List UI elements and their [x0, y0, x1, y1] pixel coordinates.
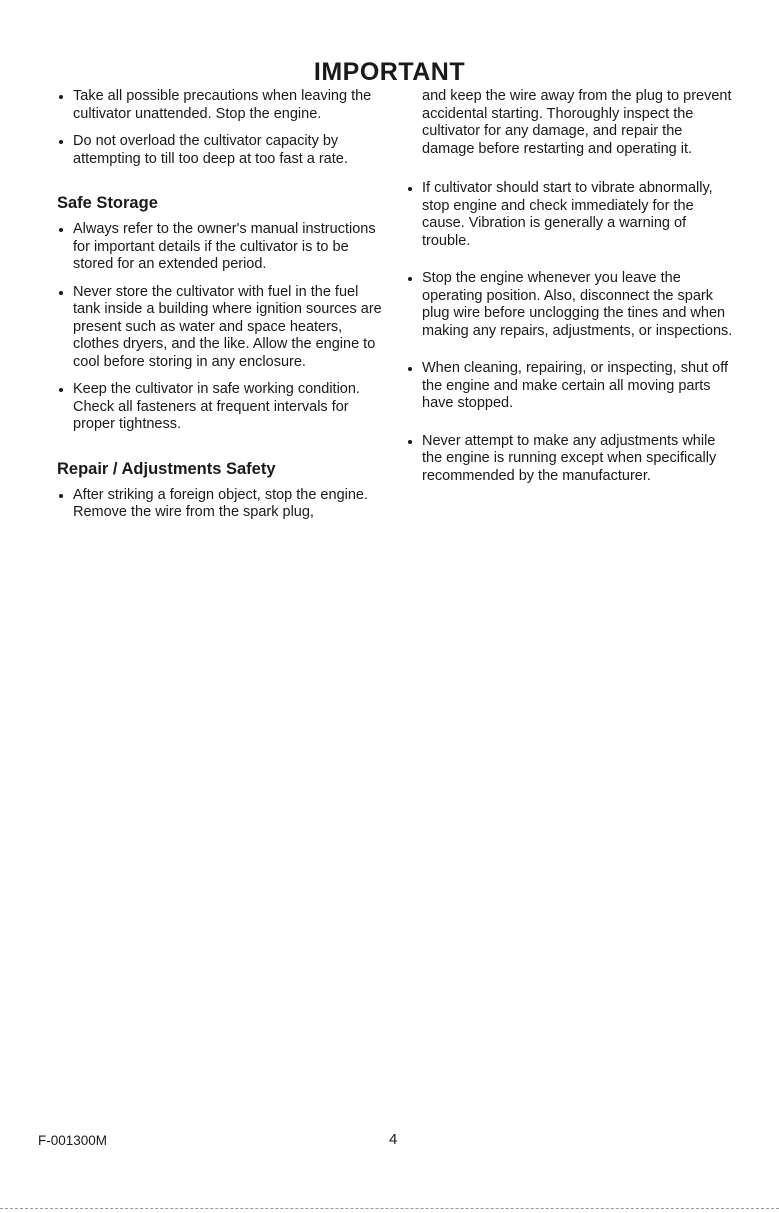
list-item: When cleaning, repairing, or inspecting, shut off the engine and make certain all moving parts have stopped.	[406, 360, 736, 413]
list-item: After striking a foreign object, stop the engine. Remove the wire from the spark plug,	[57, 487, 387, 522]
section-heading-safe-storage: Safe Storage	[57, 194, 158, 212]
intro-list	[57, 88, 387, 168]
list-item: Keep the cultivator in safe working condition. Check all fasteners at frequent intervals for proper tightness.	[57, 381, 387, 434]
list-item: Never attempt to make any adjustments while the engine is running except when specifically recommended by the manufacturer.	[406, 433, 736, 486]
list-item: If cultivator should start to vibrate abnormally, stop engine and check immediately for the cause. Vibration is generally a warning of trouble.	[406, 180, 736, 250]
section-heading-repair: Repair / Adjustments Safety	[57, 459, 276, 478]
page-number: 4	[389, 1131, 398, 1148]
bottom-divider	[0, 1208, 779, 1209]
page-title: IMPORTANT	[313, 58, 466, 86]
right-list	[406, 180, 736, 485]
list-item: Take all possible precautions when leaving the cultivator unattended. Stop the engine.	[57, 88, 387, 123]
list-item: Stop the engine whenever you leave the operating position. Also, disconnect the spark plug wire before unclogging the tines and when making any repairs, adjustments, or inspections.	[406, 270, 736, 340]
list-item: Always refer to the owner's manual instructions for important details if the cultivator is to be stored for an extended period.	[57, 221, 387, 274]
list-item: Never store the cultivator with fuel in the fuel tank inside a building where ignition sources are present such as water and space heaters, clothes dryers, and the like. Allow the engine to cool before storing in any enclosure.	[57, 284, 387, 372]
left-column	[57, 88, 387, 522]
safe-storage-list	[57, 221, 387, 434]
continuation-text: and keep the wire away from the plug to prevent accidental starting. Thoroughly inspect the cultivator for any damage, and repair the damage before restarting and operating it.	[422, 88, 732, 157]
right-column	[406, 88, 736, 485]
list-item: Do not overload the cultivator capacity by attempting to till too deep at too fast a rate.	[57, 133, 387, 168]
document-code: F-001300M	[38, 1133, 108, 1148]
repair-list	[57, 487, 387, 522]
